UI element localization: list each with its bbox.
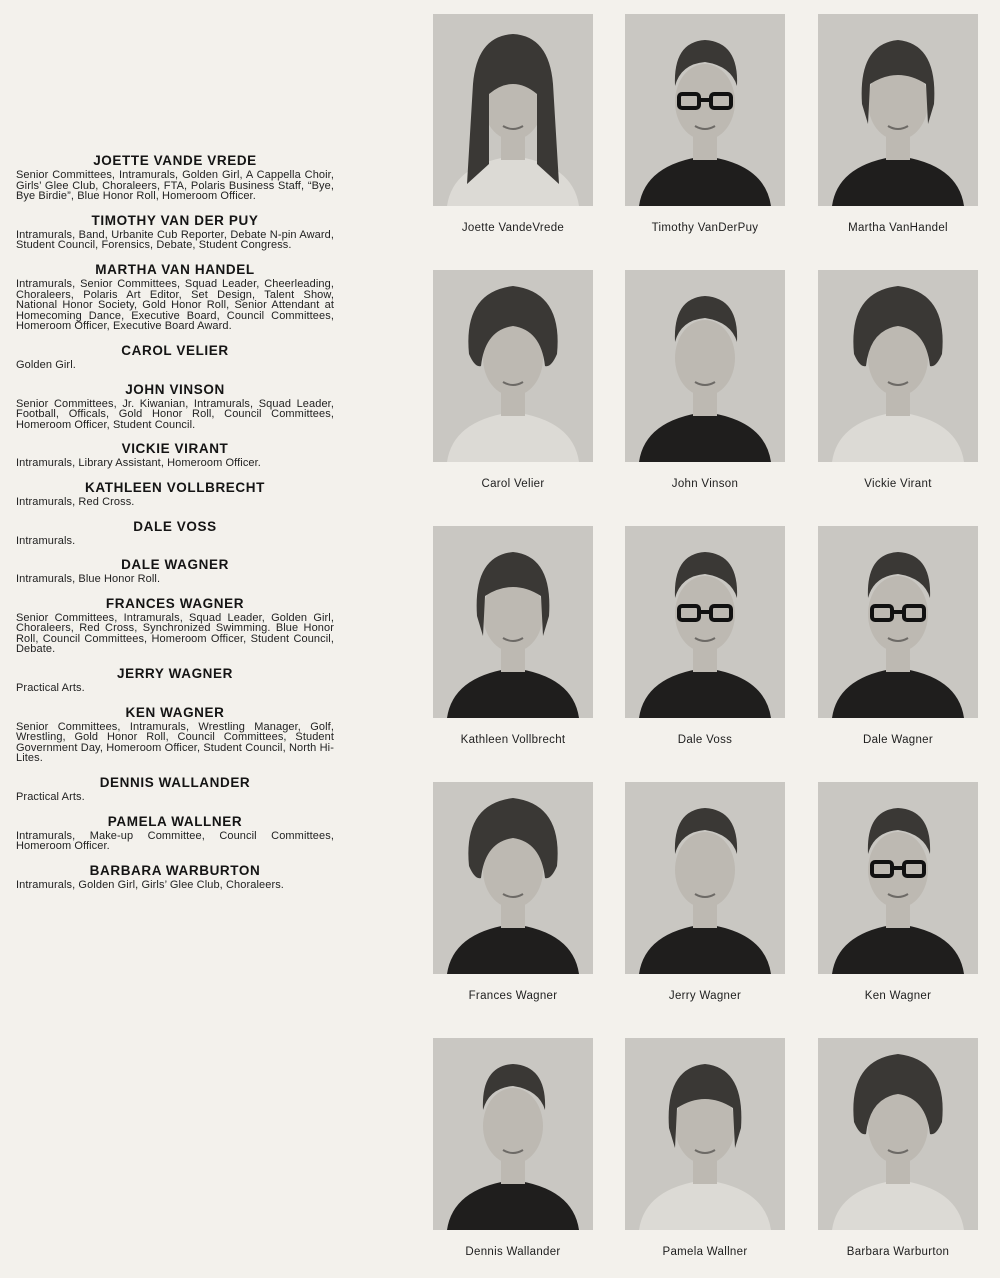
senior-activities-text: Intramurals, Red Cross. bbox=[16, 495, 135, 508]
portrait-cell bbox=[815, 270, 981, 510]
portrait-caption: Joette VandeVrede bbox=[461, 222, 565, 234]
portrait-caption: Pamela Wallner bbox=[662, 1246, 748, 1258]
senior-activities-text: Senior Committees, Intramurals, Wrestling Manager, Golf, Wrestling, Gold Honor Roll, Council Committees, Student Government Day, Homeroom Officer, Student Council, North Hi-Lites. bbox=[16, 720, 334, 765]
senior-activities-list bbox=[16, 153, 334, 901]
senior-name-heading: DALE WAGNER bbox=[121, 557, 229, 573]
portrait-cell bbox=[622, 782, 788, 1022]
portrait-photo bbox=[625, 1038, 785, 1230]
senior-name-heading: VICKIE VIRANT bbox=[121, 441, 229, 457]
portrait-cell bbox=[815, 782, 981, 1022]
senior-activities-text: Intramurals, Blue Honor Roll. bbox=[16, 573, 161, 586]
portrait-caption: Kathleen Vollbrecht bbox=[460, 734, 566, 746]
senior-name-heading: KATHLEEN VOLLBRECHT bbox=[85, 479, 265, 495]
portrait-photo bbox=[625, 270, 785, 462]
senior-entry bbox=[16, 705, 334, 764]
senior-name-heading: MARTHA VAN HANDEL bbox=[95, 261, 255, 277]
senior-entry bbox=[16, 441, 334, 469]
portrait-cell bbox=[622, 270, 788, 510]
senior-entry bbox=[16, 519, 334, 547]
senior-activities-text: Intramurals, Library Assistant, Homeroom Officer. bbox=[16, 457, 261, 470]
portrait-photo bbox=[818, 14, 978, 206]
senior-entry bbox=[16, 557, 334, 585]
portrait-cell bbox=[430, 14, 596, 254]
portrait-photo bbox=[818, 526, 978, 718]
senior-activities-text: Practical Arts. bbox=[16, 791, 85, 804]
portrait-caption: Dennis Wallander bbox=[465, 1246, 561, 1258]
portrait-cell bbox=[622, 14, 788, 254]
portrait-caption: Martha VanHandel bbox=[848, 222, 948, 234]
portrait-caption: Dale Wagner bbox=[863, 734, 933, 746]
portrait-photo bbox=[625, 526, 785, 718]
portrait-caption: Dale Voss bbox=[677, 734, 733, 746]
portrait-cell bbox=[622, 526, 788, 766]
senior-name-heading: CAROL VELIER bbox=[121, 342, 229, 358]
senior-name-heading: JOHN VINSON bbox=[125, 381, 225, 397]
portrait-cell bbox=[815, 1038, 981, 1278]
senior-activities-text: Senior Committees, Jr. Kiwanian, Intramurals, Squad Leader, Football, Officals, Gold Honor Roll, Council Committees, Homeroom Officer, Student Council. bbox=[16, 397, 334, 431]
senior-entry bbox=[16, 596, 334, 655]
portrait-caption: Carol Velier bbox=[481, 478, 545, 490]
portrait-photo bbox=[433, 270, 593, 462]
senior-activities-text: Intramurals. bbox=[16, 534, 76, 547]
portrait-photo bbox=[818, 782, 978, 974]
portrait-photo bbox=[625, 782, 785, 974]
portrait-caption: Timothy VanDerPuy bbox=[651, 222, 759, 234]
senior-activities-text: Intramurals, Make-up Committee, Council Committees, Homeroom Officer. bbox=[16, 829, 334, 853]
senior-activities-text: Intramurals, Golden Girl, Girls’ Glee Club, Choraleers. bbox=[16, 878, 284, 891]
senior-name-heading: FRANCES WAGNER bbox=[105, 595, 245, 611]
portrait-cell bbox=[815, 14, 981, 254]
portrait-photo bbox=[818, 270, 978, 462]
senior-entry bbox=[16, 213, 334, 251]
senior-name-heading: PAMELA WALLNER bbox=[107, 813, 243, 829]
senior-name-heading: JOETTE VANDE VREDE bbox=[93, 153, 257, 168]
senior-entry bbox=[16, 775, 334, 803]
portrait-photo bbox=[433, 1038, 593, 1230]
senior-name-heading: TIMOTHY VAN DER PUY bbox=[91, 212, 259, 228]
senior-entry bbox=[16, 814, 334, 852]
senior-entry bbox=[16, 666, 334, 694]
senior-entry bbox=[16, 382, 334, 431]
portrait-cell bbox=[430, 1038, 596, 1278]
senior-entry bbox=[16, 480, 334, 508]
senior-activities-text: Senior Committees, Intramurals, Golden Girl, A Cappella Choir, Girls’ Glee Club, Choraleers, FTA, Polaris Business Staff, “Bye, Bye Birdie”, Blue Honor Roll, Homeroom Officer. bbox=[16, 169, 334, 203]
senior-activities-text: Intramurals, Band, Urbanite Cub Reporter, Debate N-pin Award, Student Council, Forensics, Debate, Student Congress. bbox=[16, 228, 334, 252]
portrait-grid bbox=[430, 14, 986, 1264]
portrait-caption: John Vinson bbox=[671, 478, 739, 490]
portrait-cell bbox=[430, 782, 596, 1022]
portrait-photo bbox=[433, 782, 593, 974]
portrait-photo bbox=[818, 1038, 978, 1230]
senior-activities-text: Practical Arts. bbox=[16, 682, 85, 695]
senior-activities-text: Golden Girl. bbox=[16, 358, 76, 371]
portrait-caption: Barbara Warburton bbox=[846, 1246, 950, 1258]
senior-entry bbox=[16, 262, 334, 332]
portrait-photo bbox=[625, 14, 785, 206]
portrait-photo bbox=[433, 14, 593, 206]
senior-entry bbox=[16, 863, 334, 891]
portrait-caption: Frances Wagner bbox=[468, 990, 558, 1002]
senior-name-heading: DENNIS WALLANDER bbox=[99, 775, 251, 791]
senior-activities-text: Senior Committees, Intramurals, Squad Leader, Golden Girl, Choraleers, Red Cross, Synchronized Swimming. Blue Honor Roll, Council Committees, Homeroom Officer, Student Council, Debate. bbox=[16, 611, 334, 656]
senior-entry bbox=[16, 153, 334, 202]
senior-entry bbox=[16, 343, 334, 371]
senior-name-heading: DALE VOSS bbox=[133, 518, 217, 534]
portrait-cell bbox=[430, 526, 596, 766]
portrait-caption: Vickie Virant bbox=[864, 478, 932, 490]
portrait-caption: Jerry Wagner bbox=[668, 990, 742, 1002]
portrait-photo bbox=[433, 526, 593, 718]
senior-name-heading: KEN WAGNER bbox=[125, 704, 225, 720]
senior-name-heading: BARBARA WARBURTON bbox=[89, 862, 261, 878]
senior-activities-text: Intramurals, Senior Committees, Squad Leader, Cheerleading, Choraleers, Polaris Art Editor, Set Design, Talent Show, National Honor Society, Gold Honor Roll, Senior Attendant at Homecoming Dance, Executive Board, Council Committees, Homeroom Officer, Executive Board Award. bbox=[16, 277, 334, 333]
senior-name-heading: JERRY WAGNER bbox=[117, 666, 233, 682]
portrait-cell bbox=[622, 1038, 788, 1278]
portrait-cell bbox=[430, 270, 596, 510]
portrait-cell bbox=[815, 526, 981, 766]
portrait-caption: Ken Wagner bbox=[864, 990, 932, 1002]
